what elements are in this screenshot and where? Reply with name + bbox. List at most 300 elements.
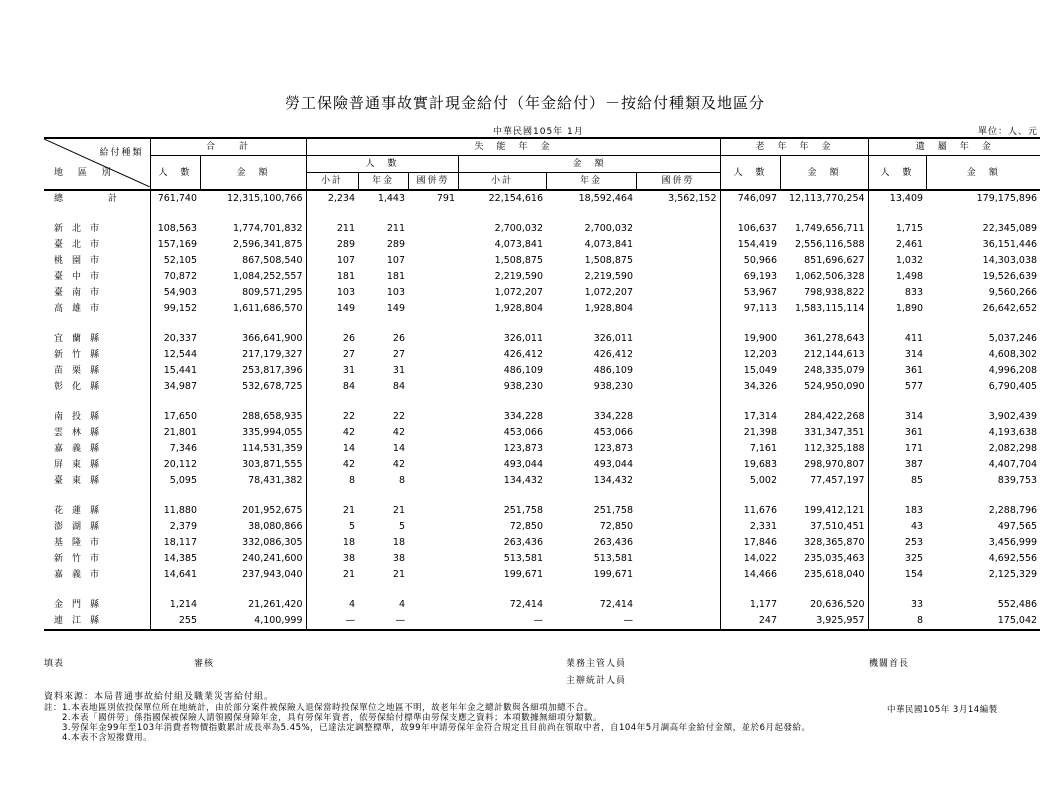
region-name: 新竹縣: [54, 350, 109, 360]
head-label: 機關首長: [869, 659, 910, 669]
cell-old-a: 77,457,197: [810, 475, 865, 486]
cell-sur-p: 33: [868, 597, 926, 613]
region-name: 金門縣: [54, 600, 109, 610]
spacer-cell: [358, 489, 408, 503]
page-title: 勞工保險普通事故實計現金給付（年金給付）－按給付種類及地區分: [284, 94, 765, 112]
cell-da-sub: 426,412: [503, 349, 544, 360]
cell-dp-sub: 5: [306, 519, 358, 535]
cell-da-sub: 134,432: [503, 475, 544, 486]
cell-sur-p: 154: [868, 567, 926, 583]
disability-header: 失 能 年 金: [306, 138, 720, 156]
cell-dp-comb: [408, 567, 458, 583]
cell-total-p: 18,117: [150, 535, 200, 551]
cell-dp-ann: —: [358, 613, 408, 630]
cell-da-sub: 72,414: [509, 599, 544, 610]
cell-da-comb: [636, 567, 720, 583]
region-name: 澎湖縣: [54, 522, 109, 532]
unit-label: 單位：人、元: [977, 127, 1038, 137]
cell-da-ann: 1,508,875: [584, 255, 634, 266]
cell-da-comb: [636, 503, 720, 519]
spacer-cell: [358, 583, 408, 597]
cell-da-ann: 334,228: [593, 411, 634, 422]
cell-old-p: 2,331: [720, 519, 780, 535]
spacer-cell: [44, 583, 150, 597]
cell-total-a: 12,315,100,766: [226, 193, 303, 204]
cell-sur-a: 552,486: [997, 599, 1038, 610]
table-row: [44, 379, 1040, 395]
cell-total-a: 201,952,675: [242, 505, 303, 516]
spacer-cell: [636, 489, 720, 503]
filler-label: 填表: [44, 659, 65, 669]
cell-total-p: 12,544: [150, 347, 200, 363]
cell-da-comb: [636, 253, 720, 269]
cell-sur-a: 3,456,999: [988, 537, 1038, 548]
cell-da-sub: 123,873: [503, 443, 544, 454]
spacer-cell: [458, 395, 546, 409]
spacer-row: [44, 489, 1040, 503]
cell-dp-ann: 18: [392, 537, 406, 548]
cell-dp-comb: [408, 301, 458, 317]
cell-dp-comb: [408, 379, 458, 395]
cell-da-ann: 72,850: [599, 521, 634, 532]
cell-dp-sub: 8: [306, 473, 358, 489]
spacer-cell: [150, 207, 200, 221]
cell-old-a: 12,113,770,254: [789, 193, 865, 204]
da-annuity-header: 年金: [546, 173, 636, 191]
cell-total-a: 867,508,540: [242, 255, 303, 266]
region-name: 南投縣: [54, 412, 109, 422]
cell-sur-p: 8: [868, 613, 926, 630]
old-age-header: 老 年 年 金: [720, 138, 868, 156]
spacer-cell: [926, 207, 1040, 221]
cell-old-a: 235,618,040: [804, 569, 865, 580]
cell-dp-ann: 42: [392, 427, 406, 438]
old-age-amount-header: 金 額: [780, 156, 868, 191]
cell-dp-sub: 211: [306, 221, 358, 237]
cell-da-sub: 493,044: [503, 459, 544, 470]
spacer-cell: [150, 489, 200, 503]
cell-da-ann: 493,044: [593, 459, 634, 470]
cell-da-ann: 4,073,841: [584, 239, 634, 250]
cell-da-sub: 486,109: [503, 365, 544, 376]
cell-dp-sub: 21: [306, 503, 358, 519]
cell-sur-a: 22,345,089: [982, 223, 1038, 234]
cell-total-p: 20,337: [150, 331, 200, 347]
cell-total-a: 1,774,701,832: [233, 223, 303, 234]
spacer-cell: [868, 317, 926, 331]
spacer-cell: [780, 317, 868, 331]
report-period: 中華民國105年 1月: [493, 127, 584, 137]
cell-da-comb: [636, 363, 720, 379]
cell-sur-a: 14,303,038: [982, 255, 1038, 266]
spacer-cell: [458, 583, 546, 597]
corner-header-cell: [44, 138, 150, 190]
spacer-row: [44, 207, 1040, 221]
cell-total-p: 1,214: [150, 597, 200, 613]
cell-old-p: 97,113: [720, 301, 780, 317]
cell-dp-sub: 22: [306, 409, 358, 425]
cell-dp-comb: [408, 269, 458, 285]
cell-sur-a: 839,753: [997, 475, 1038, 486]
cell-dp-sub: 14: [306, 441, 358, 457]
spacer-cell: [926, 317, 1040, 331]
spacer-cell: [408, 489, 458, 503]
cell-da-sub: 453,066: [503, 427, 544, 438]
cell-da-sub: 513,581: [503, 553, 544, 564]
cell-old-a: 3,925,957: [780, 613, 868, 630]
notes: [44, 703, 811, 743]
cell-total-p: 17,650: [150, 409, 200, 425]
region-name: 基隆市: [54, 538, 109, 548]
cell-dp-sub: 42: [306, 457, 358, 473]
cell-da-sub: 263,436: [503, 537, 544, 548]
cell-sur-p: 1,715: [868, 221, 926, 237]
spacer-cell: [150, 583, 200, 597]
cell-da-comb: [636, 379, 720, 395]
cell-sur-p: 13,409: [868, 190, 926, 207]
spacer-cell: [926, 395, 1040, 409]
table-row: [44, 363, 1040, 379]
region-name: 臺南市: [54, 288, 109, 298]
cell-sur-a: 9,560,266: [988, 287, 1038, 298]
cell-dp-ann: 181: [386, 271, 406, 282]
cell-dp-comb: [408, 597, 458, 613]
spacer-cell: [636, 207, 720, 221]
cell-dp-comb: [408, 613, 458, 630]
cell-total-a: 21,261,420: [248, 599, 303, 610]
statistics-table: [44, 137, 1040, 631]
cell-da-sub: —: [458, 613, 546, 630]
cell-dp-sub: 2,234: [306, 190, 358, 207]
cell-dp-sub: 18: [306, 535, 358, 551]
spacer-cell: [408, 583, 458, 597]
table-row: [44, 190, 1040, 207]
cell-da-ann: 199,671: [593, 569, 634, 580]
total-header: 合 計: [150, 138, 306, 156]
cell-old-p: 1,177: [720, 597, 780, 613]
cell-da-ann: 326,011: [593, 333, 634, 344]
cell-dp-sub: 4: [306, 597, 358, 613]
region-name: 彰化縣: [54, 382, 109, 392]
cell-old-p: 14,466: [720, 567, 780, 583]
region-name: 嘉義市: [54, 570, 109, 580]
cell-total-a: 2,596,341,875: [233, 239, 303, 250]
note-line: 3.勞保年金99年至103年消費者物價指數累計成長率為5.45%，已達法定調整標準，故99年申請勞保年金符合規定且目前尚在領取中者，自104年5月調高年金給付金額，並於6月起發給。: [44, 723, 811, 733]
cell-old-p: 50,966: [720, 253, 780, 269]
cell-old-p: 12,203: [720, 347, 780, 363]
cell-da-sub: 1,508,875: [494, 255, 544, 266]
cell-total-p: 108,563: [150, 221, 200, 237]
cell-total-a: 78,431,382: [248, 475, 303, 486]
cell-sur-p: 411: [868, 331, 926, 347]
cell-dp-ann: 21: [392, 569, 406, 580]
cell-da-ann: 2,219,590: [584, 271, 634, 282]
cell-old-p: 15,049: [720, 363, 780, 379]
spacer-cell: [868, 489, 926, 503]
cell-sur-p: 387: [868, 457, 926, 473]
survivor-persons-header: 人 數: [868, 156, 926, 191]
spacer-cell: [720, 207, 780, 221]
region-name: 苗栗縣: [54, 366, 109, 376]
cell-da-sub: 2,700,032: [494, 223, 544, 234]
cell-old-a: 212,144,613: [804, 349, 865, 360]
cell-old-p: 154,419: [720, 237, 780, 253]
cell-dp-comb: 791: [436, 193, 456, 204]
cell-dp-ann: 21: [392, 505, 406, 516]
cell-da-comb: 3,562,152: [668, 193, 717, 204]
cell-total-p: 5,095: [150, 473, 200, 489]
cell-dp-ann: 26: [392, 333, 406, 344]
spacer-cell: [720, 583, 780, 597]
cell-sur-p: 833: [868, 285, 926, 301]
spacer-cell: [44, 317, 150, 331]
cell-total-p: 21,801: [150, 425, 200, 441]
spacer-cell: [408, 317, 458, 331]
cell-da-comb: [636, 519, 720, 535]
spacer-cell: [200, 317, 306, 331]
spacer-cell: [408, 395, 458, 409]
cell-dp-sub: 42: [306, 425, 358, 441]
cell-sur-p: 253: [868, 535, 926, 551]
cell-sur-p: 171: [868, 441, 926, 457]
cell-total-a: 1,611,686,570: [233, 303, 303, 314]
spacer-cell: [868, 207, 926, 221]
cell-da-comb: [636, 221, 720, 237]
cell-total-a: 237,943,040: [242, 569, 303, 580]
cell-sur-a: 179,175,896: [976, 193, 1038, 204]
cell-old-p: 17,314: [720, 409, 780, 425]
cell-old-p: 746,097: [720, 190, 780, 207]
cell-dp-sub: 289: [306, 237, 358, 253]
cell-da-sub: 334,228: [503, 411, 544, 422]
spacer-cell: [636, 317, 720, 331]
cell-old-a: 37,510,451: [810, 521, 865, 532]
type-header-label: 給付種類: [99, 148, 144, 158]
cell-da-sub: 199,671: [503, 569, 544, 580]
spacer-cell: [780, 207, 868, 221]
cell-da-comb: [636, 535, 720, 551]
table-row: [44, 425, 1040, 441]
cell-old-a: 1,062,506,328: [795, 271, 865, 282]
cell-da-comb: [636, 473, 720, 489]
table-row: [44, 269, 1040, 285]
spacer-cell: [358, 395, 408, 409]
cell-da-ann: 18,592,464: [578, 193, 634, 204]
cell-dp-comb: [408, 551, 458, 567]
spacer-cell: [546, 489, 636, 503]
cell-dp-sub: 38: [306, 551, 358, 567]
spacer-cell: [780, 583, 868, 597]
cell-old-p: 11,676: [720, 503, 780, 519]
spacer-cell: [306, 395, 358, 409]
spacer-row: [44, 583, 1040, 597]
region-header-label: 地 區 別: [54, 168, 117, 178]
spacer-cell: [926, 583, 1040, 597]
cell-dp-ann: 14: [392, 443, 406, 454]
cell-dp-ann: 149: [386, 303, 406, 314]
cell-total-a: 217,179,327: [242, 349, 303, 360]
spacer-cell: [306, 583, 358, 597]
region-name: 臺中市: [54, 272, 109, 282]
spacer-cell: [44, 207, 150, 221]
cell-total-p: 70,872: [150, 269, 200, 285]
cell-total-p: 14,641: [150, 567, 200, 583]
cell-old-a: 524,950,090: [804, 381, 865, 392]
cell-dp-ann: 84: [392, 381, 406, 392]
cell-da-sub: 1,072,207: [494, 287, 544, 298]
cell-sur-a: 4,407,704: [988, 459, 1038, 470]
cell-old-p: 34,326: [720, 379, 780, 395]
cell-total-a: 240,241,600: [242, 553, 303, 564]
cell-sur-a: 4,193,638: [988, 427, 1038, 438]
cell-sur-a: 3,902,439: [988, 411, 1038, 422]
note-line: 4.本表不含短撥費用。: [44, 733, 153, 743]
cell-total-p: 157,169: [150, 237, 200, 253]
cell-old-p: 53,967: [720, 285, 780, 301]
cell-sur-a: 497,565: [997, 521, 1038, 532]
cell-da-ann: 263,436: [593, 537, 634, 548]
cell-sur-p: 314: [868, 347, 926, 363]
cell-da-comb: [636, 613, 720, 630]
region-name: 新竹市: [54, 554, 109, 564]
cell-da-ann: 123,873: [593, 443, 634, 454]
cell-sur-a: 6,790,405: [988, 381, 1038, 392]
cell-total-p: 14,385: [150, 551, 200, 567]
table-body: [44, 190, 1040, 630]
cell-old-a: 2,556,116,588: [795, 239, 865, 250]
cell-dp-comb: [408, 221, 458, 237]
dp-combined-header: 國併勞: [408, 173, 458, 191]
table-row: [44, 301, 1040, 317]
cell-total-a: 288,658,935: [242, 411, 303, 422]
cell-total-a: 332,086,305: [242, 537, 303, 548]
cell-sur-a: 36,151,446: [982, 239, 1038, 250]
region-name: 新北市: [54, 224, 109, 234]
region-name: 桃園市: [54, 256, 109, 266]
cell-dp-comb: [408, 285, 458, 301]
region-name: 屏東縣: [54, 460, 109, 470]
reviewer-label: 審核: [194, 659, 215, 669]
stat-officer-label: 主辦統計人員: [566, 676, 627, 686]
cell-da-sub: 72,850: [509, 521, 544, 532]
cell-old-p: 19,900: [720, 331, 780, 347]
cell-dp-comb: [408, 519, 458, 535]
cell-old-a: 1,749,656,711: [795, 223, 865, 234]
cell-old-a: 248,335,079: [804, 365, 865, 376]
table-row: [44, 285, 1040, 301]
table-row: [44, 347, 1040, 363]
cell-da-comb: [636, 331, 720, 347]
table-row: [44, 519, 1040, 535]
cell-old-p: 14,022: [720, 551, 780, 567]
spacer-cell: [408, 207, 458, 221]
spacer-cell: [150, 395, 200, 409]
cell-old-a: 1,583,115,114: [795, 303, 865, 314]
region-name: 雲林縣: [54, 428, 109, 438]
cell-old-a: 284,422,268: [804, 411, 865, 422]
cell-sur-p: 43: [868, 519, 926, 535]
spacer-cell: [200, 207, 306, 221]
cell-da-comb: [636, 301, 720, 317]
cell-sur-a: 2,288,796: [988, 505, 1038, 516]
region-name: 嘉義縣: [54, 444, 109, 454]
cell-sur-p: 85: [868, 473, 926, 489]
cell-sur-a: 2,125,329: [988, 569, 1038, 580]
cell-da-comb: [636, 551, 720, 567]
cell-dp-ann: 22: [392, 411, 406, 422]
cell-old-a: 328,365,870: [804, 537, 865, 548]
spacer-cell: [868, 583, 926, 597]
region-name: 宜蘭縣: [54, 334, 109, 344]
cell-old-p: 21,398: [720, 425, 780, 441]
spacer-cell: [44, 489, 150, 503]
cell-total-a: 366,641,900: [242, 333, 303, 344]
spacer-cell: [720, 489, 780, 503]
cell-sur-a: 175,042: [926, 613, 1040, 630]
cell-old-a: 331,347,351: [804, 427, 865, 438]
cell-da-comb: [636, 441, 720, 457]
region-name: 總 計: [54, 194, 127, 204]
cell-old-p: 7,161: [720, 441, 780, 457]
spacer-row: [44, 395, 1040, 409]
cell-dp-ann: 1,443: [377, 193, 406, 204]
region-name: 臺東縣: [54, 476, 109, 486]
cell-total-p: 52,105: [150, 253, 200, 269]
cell-sur-a: 4,608,302: [988, 349, 1038, 360]
cell-da-sub: 251,758: [503, 505, 544, 516]
cell-sur-a: 4,996,208: [988, 365, 1038, 376]
spacer-cell: [306, 317, 358, 331]
spacer-cell: [720, 317, 780, 331]
spacer-cell: [636, 395, 720, 409]
supervisor-label: 業務主管人員: [566, 659, 627, 669]
spacer-cell: [358, 317, 408, 331]
cell-da-comb: [636, 597, 720, 613]
da-combined-header: 國併勞: [636, 173, 720, 191]
cell-sur-p: 1,032: [868, 253, 926, 269]
cell-dp-comb: [408, 409, 458, 425]
spacer-cell: [546, 395, 636, 409]
cell-sur-p: 1,498: [868, 269, 926, 285]
cell-dp-sub: 26: [306, 331, 358, 347]
table-row: [44, 597, 1040, 613]
table-row: [44, 253, 1040, 269]
note-line: 2.本表「國併勞」係指國保被保險人請領國保身障年金，具有勞保年資者，依勞保給付標準由勞保支應之資料；本項數據無細項分類數。: [44, 713, 603, 723]
cell-sur-a: 5,037,246: [988, 333, 1038, 344]
cell-da-sub: 2,219,590: [494, 271, 544, 282]
table-row: [44, 613, 1040, 630]
table-row: [44, 535, 1040, 551]
table-row: [44, 457, 1040, 473]
cell-total-p: 2,379: [150, 519, 200, 535]
cell-da-ann: 134,432: [593, 475, 634, 486]
cell-total-p: 761,740: [150, 190, 200, 207]
cell-old-p: 19,683: [720, 457, 780, 473]
cell-dp-sub: 103: [306, 285, 358, 301]
cell-dp-sub: —: [306, 613, 358, 630]
cell-old-p: 5,002: [720, 473, 780, 489]
cell-total-p: 20,112: [150, 457, 200, 473]
cell-dp-ann: 107: [386, 255, 406, 266]
region-name: 臺北市: [54, 240, 109, 250]
spacer-cell: [200, 395, 306, 409]
cell-total-a: 1,084,252,557: [233, 271, 303, 282]
cell-dp-sub: 181: [306, 269, 358, 285]
table-row: [44, 331, 1040, 347]
cell-dp-sub: 84: [306, 379, 358, 395]
total-amount-header: 金 額: [200, 156, 306, 191]
cell-total-p: 15,441: [150, 363, 200, 379]
